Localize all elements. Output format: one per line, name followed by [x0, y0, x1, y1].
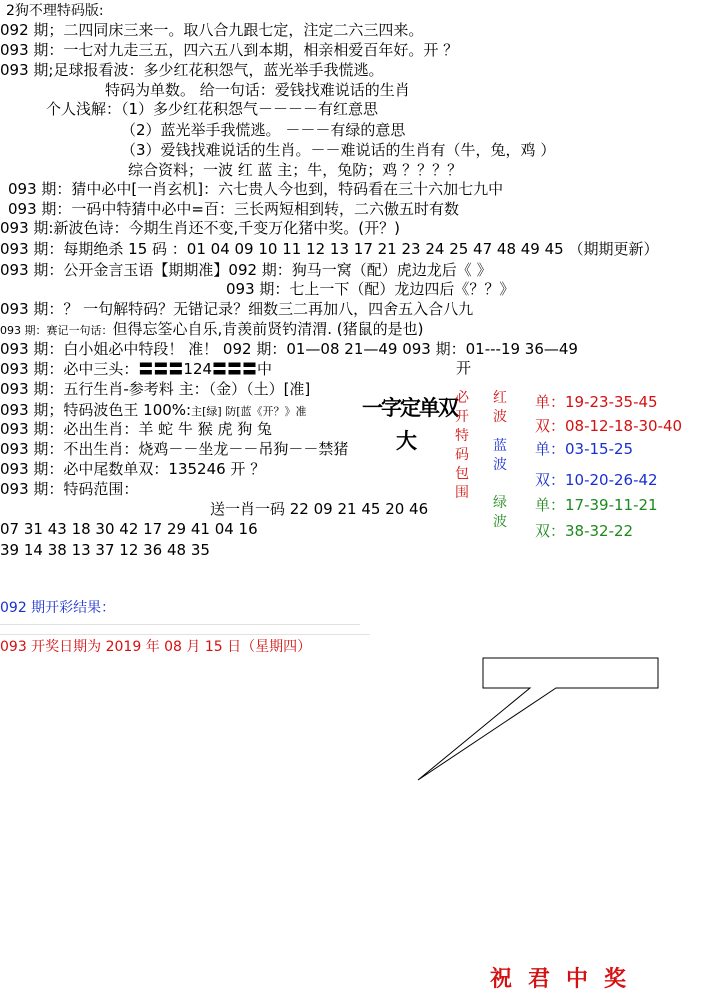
line-code-range: 093 期：特码范围：: [0, 480, 139, 498]
brush-big: 大: [396, 428, 415, 453]
wave-king-label: 093 期；特码波色王 100%:: [0, 401, 192, 419]
red-odd-numbers: 单：19-23-35-45: [535, 393, 658, 411]
red-even-numbers: 双：08-12-18-30-40: [535, 417, 683, 435]
line-five-elements: 093 期：五行生肖-参考料 主：（金）（土）[准]: [0, 380, 311, 398]
line-no-zodiac: 093 期：不出生肖：烧鸡－－坐龙－－吊狗－－禁猪: [0, 440, 349, 458]
green-odd-numbers: 单：17-39-11-21: [535, 496, 658, 514]
line-093-poem: 093 期：一七对九走三五，四六五八到本期，相亲相爱百年好。开 ？: [0, 41, 459, 59]
blue-even-numbers: 双：10-20-26-42: [535, 471, 658, 489]
line-kill-15: 093 期：每期绝杀 15 码 ：01 04 09 10 11 12 13 17 21 23 24 25 47 48 49 45 （期期更新）: [0, 240, 659, 258]
green-even-numbers: 双：38-32-22: [535, 522, 634, 540]
line-mystery: 093 期：猜中必中[一肖玄机]：六七贵人今也到，特码看在三十六加七九中: [8, 180, 504, 198]
col-must-open: 必开特码包围: [455, 390, 469, 501]
line-interpret-1: 个人浅解：（1）多少红花积怨气－－－－有红意思: [46, 100, 379, 118]
speech-bubble-shape: [418, 658, 658, 780]
saiji-text: 但得忘筌心自乐,肯羡前贤钓清渭. (猪鼠的是也): [112, 320, 424, 338]
saiji-label: 赛记一句话：: [46, 324, 113, 337]
range-row-2: 07 31 43 18 30 42 17 29 41 04 16: [0, 520, 258, 538]
wish-good-luck: 祝君中奖: [490, 966, 643, 992]
page-header: 2狗不理特码版:: [6, 3, 104, 19]
line-tail-odd-even: 093 期：必中尾数单双：135246 开 ？: [0, 460, 266, 478]
line-three-heads: 093 期：必中三头：〓〓〓124〓〓〓中: [0, 360, 273, 378]
col-red-wave: 红波: [493, 390, 507, 425]
line-one-code: 093 期：一码中特猜中必中=百：三长两短相到转，二六傲五时有数: [8, 200, 459, 218]
line-must-zodiac: 093 期：必出生肖：羊 蛇 牛 猴 虎 狗 兔: [0, 420, 273, 438]
line-one-sentence: 093 期：？ 一句解特码？无错记录？细数三二再加八，四舍五入合八九: [0, 300, 474, 318]
blue-odd-numbers: 单：03-15-25: [535, 440, 634, 458]
result-label: 092 期开彩结果：: [0, 600, 116, 616]
draw-date: 093 开奖日期为 2019 年 08 月 15 日（星期四）: [0, 639, 312, 655]
line-092-hint: 092 期；二四同床三来一。取八合九跟七定，注定二六三四来。: [0, 21, 424, 39]
line-odd-code: 特码为单数。 给一句话：爱钱找难说话的生肖: [105, 81, 410, 99]
line-interpret-3: （3）爱钱找难说话的生肖。－－难说话的生肖有（牛，兔，鸡 ）: [121, 141, 556, 159]
line-golden-words: 093 期：公开金言玉语【期期准】092 期：狗马一窝（配）虎边龙后《 》: [0, 261, 492, 279]
col-blue-wave: 蓝波: [493, 438, 507, 473]
line-football: 093 期;足球报看波：多少红花积怨气，蓝光举手我慌逃。: [0, 61, 384, 79]
col-green-wave: 绿波: [493, 495, 507, 530]
range-row-1: 送一肖一码 22 09 21 45 20 46: [210, 500, 429, 518]
wave-king-value: 主[绿] 防[蓝《开？》准: [191, 405, 307, 418]
line-interpret-2: （2）蓝光举手我慌逃。 －－－有绿的意思: [121, 121, 406, 139]
brush-odd-even: 一字定单双: [362, 395, 457, 420]
line-summary: 综合资料；一波 红 蓝 主；牛，兔防；鸡 ？？？？: [128, 161, 463, 179]
line-golden-words-2: 093 期：七上一下（配）龙边四后《？？》: [226, 280, 515, 298]
line-xiaojie-segment: 093 期：白小姐必中特段！ 准！ 092 期：01—08 21—49 093 期：01---19 36—49: [0, 340, 578, 358]
line-xiaojie-open: 开: [456, 359, 472, 377]
saiji-period: 093 期：: [0, 324, 47, 337]
line-wave-poem: 093 期:新波色诗：今期生肖还不变,千变万化猪中奖。(开？): [0, 219, 400, 237]
range-row-3: 39 14 38 13 37 12 36 48 35: [0, 541, 210, 559]
